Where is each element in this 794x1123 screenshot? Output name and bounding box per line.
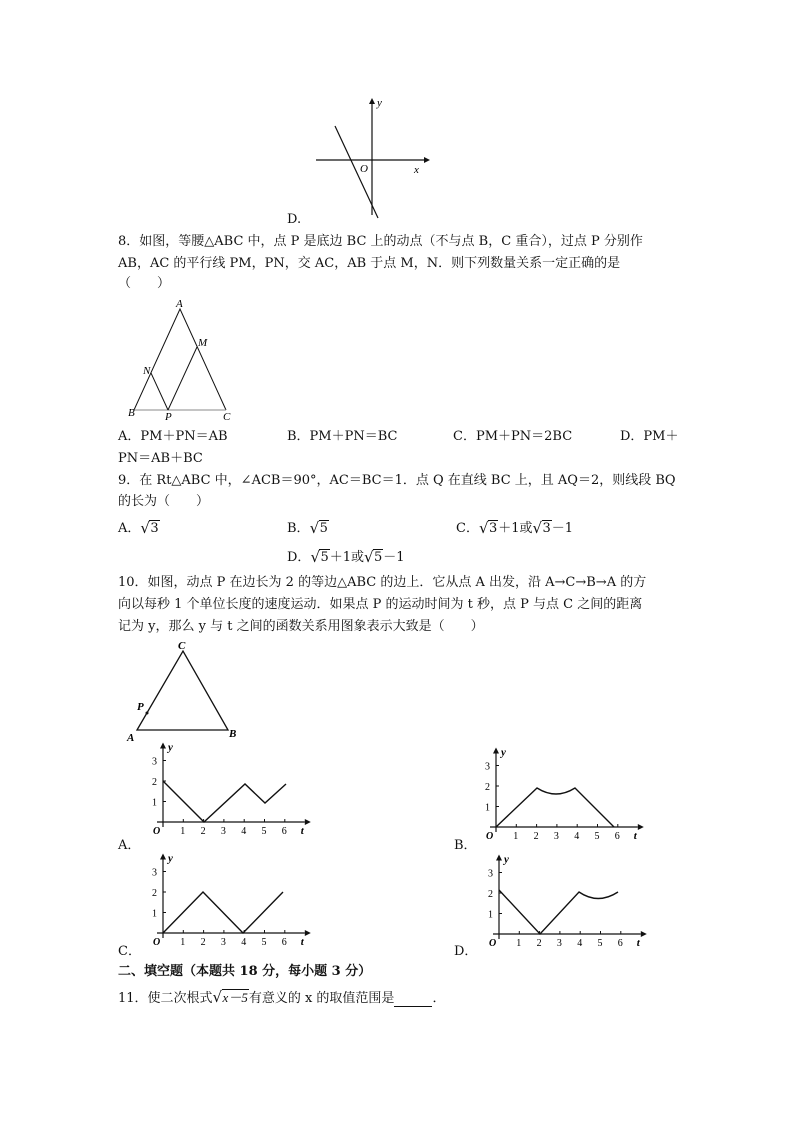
q9-option-c-mid: ＋1或: [498, 521, 533, 536]
graph-b-y-tick-label: 1: [485, 802, 490, 814]
graph-b-y-tick-label: 3: [485, 761, 490, 773]
graph-a-origin-label: O: [153, 826, 161, 837]
graph-c-x-tick-label: 4: [241, 937, 247, 948]
graph-a-x-tick-label: 1: [180, 826, 186, 837]
q11-end: ．: [432, 991, 446, 1006]
label-p: P: [137, 701, 144, 713]
label-m: M: [198, 337, 208, 349]
graph-d-origin-label: O: [489, 938, 497, 949]
graph-c-t-axis-arrow: [305, 930, 311, 936]
graph-b-x-tick-label: 1: [513, 831, 519, 842]
graph-c-y-axis-arrow: [160, 854, 166, 860]
graph-d-y-tick-label: 1: [488, 909, 493, 921]
graph-c-x-tick-label: 3: [220, 937, 226, 948]
sqrt-symbol: √ x－5: [213, 990, 249, 1007]
q9-option-c-end: －1: [551, 521, 574, 536]
graph-a-x-tick-label: 6: [281, 826, 287, 837]
graph-a-t-label: t: [300, 825, 304, 837]
q10-stem-line3: 记为 y，那么 y 与 t 之间的函数关系用图象表示大致是（ ）: [118, 619, 484, 634]
q9-option-c-label: C．: [456, 521, 479, 536]
graph-b-curve: [496, 788, 614, 827]
graph-d-x-tick-label: 6: [617, 938, 623, 949]
graph-b-x-tick-label: 3: [553, 831, 559, 842]
sqrt-symbol: √ 3: [479, 521, 498, 537]
graph-b-x-tick-label: 2: [533, 831, 539, 842]
q8-option-d-cont: PN＝AB＋BC: [118, 451, 203, 466]
graph-a-y-label: y: [168, 741, 173, 754]
y-axis-label: y: [377, 97, 382, 109]
graph-a-y-tick-label: 1: [152, 797, 157, 809]
x-axis-label: x: [414, 164, 419, 176]
q10-option-c[interactable]: C．: [118, 944, 141, 959]
graph-c-y-label: y: [168, 852, 173, 865]
graph-d-y-axis-arrow: [496, 855, 502, 861]
q9-option-d-label: D．: [287, 550, 311, 565]
graph-c-x-tick-label: 6: [281, 937, 287, 948]
q11-suffix: 有意义的 x 的取值范围是: [248, 991, 395, 1006]
graph-a-x-tick-label: 3: [220, 826, 226, 837]
graph-c-x-tick-label: 2: [200, 937, 206, 948]
sqrt-symbol: √ 5: [364, 550, 383, 566]
graph-c-x-tick-label: 5: [261, 937, 267, 948]
q8-option-b[interactable]: B．PM＋PN＝BC: [287, 429, 398, 444]
graph-d-curve: [499, 890, 618, 934]
graph-c-curve: [163, 892, 283, 933]
label-p: P: [165, 411, 172, 423]
graph-a-t-axis-arrow: [305, 819, 311, 825]
graph-a-y-tick-label: 3: [152, 756, 157, 768]
graph-b-y-axis-arrow: [493, 748, 499, 754]
graph-c-y-tick-label: 2: [152, 888, 157, 899]
graph-b-x-tick-label: 5: [594, 831, 600, 842]
graph-d-x-tick-label: 1: [516, 938, 522, 949]
origin-label: O: [360, 163, 368, 175]
graph-b-y-tick-label: 2: [485, 782, 490, 793]
q8-stem-line2: AB，AC 的平行线 PM，PN，交 AC，AB 于点 M，N．则下列数量关系一定正确的是: [118, 256, 621, 271]
graph-a-x-tick-label: 5: [261, 826, 267, 837]
graph-b-t-label: t: [633, 830, 637, 842]
label-b: B: [128, 407, 135, 419]
label-c: C: [178, 640, 186, 652]
q8-paren: （ ）: [118, 276, 171, 291]
graph-a-y-tick-label: 2: [152, 777, 157, 788]
label-c: C: [223, 411, 231, 423]
q10-option-a[interactable]: A．: [118, 838, 141, 853]
q11-answer-blank[interactable]: [394, 994, 432, 1007]
q10-option-b[interactable]: B．: [454, 838, 477, 853]
graph-b-t-axis-arrow: [638, 824, 644, 830]
q9-stem-line2: 的长为（ ）: [118, 494, 210, 509]
label-b: B: [229, 728, 237, 740]
q9-option-a-label: A．: [118, 521, 141, 536]
q8-option-d[interactable]: D．PM＋: [620, 429, 679, 444]
q11-prefix: 11．使二次根式: [118, 991, 213, 1006]
label-n: N: [143, 365, 151, 377]
graph-a-curve: [163, 781, 286, 822]
q7-option-d-label[interactable]: D.: [287, 212, 302, 227]
q10-stem-line2: 向以每秒 1 个单位长度的速度运动．如果点 P 的运动时间为 t 秒，点 P 与点 C 之间的距离: [118, 597, 643, 612]
graph-a-y-axis-arrow: [160, 743, 166, 749]
graph-b-x-tick-label: 4: [574, 831, 580, 842]
q10-option-d[interactable]: D．: [454, 944, 478, 959]
graph-d-x-tick-label: 5: [597, 938, 603, 949]
graph-d-x-tick-label: 2: [536, 938, 542, 949]
graph-a-x-tick-label: 2: [200, 826, 206, 837]
sqrt-symbol: √ 5: [310, 521, 329, 537]
graph-c-origin-label: O: [153, 937, 161, 948]
label-a: A: [127, 732, 135, 744]
graph-d-t-label: t: [636, 937, 640, 949]
q10-stem-line1: 10．如图，动点 P 在边长为 2 的等边△ABC 的边上．它从点 A 出发，沿 A→C→B→A 的方: [118, 575, 647, 590]
graph-d-y-tick-label: 2: [488, 889, 493, 900]
graph-c-y-tick-label: 1: [152, 908, 157, 920]
q11-stem: [118, 990, 445, 1007]
sqrt-symbol: √ 3: [533, 521, 552, 537]
graph-c-t-label: t: [300, 936, 304, 948]
sqrt-symbol: √ 5: [310, 550, 329, 566]
graph-a-x-tick-label: 4: [241, 826, 247, 837]
graph-c-y-tick-label: 3: [152, 867, 157, 879]
graph-d-x-tick-label: 3: [556, 938, 562, 949]
q9-option-b-label: B．: [287, 521, 310, 536]
graph-d-y-label: y: [504, 853, 509, 866]
label-a: A: [176, 298, 183, 310]
q9-stem-line1: 9．在 Rt△ABC 中，∠ACB＝90°，AC＝BC＝1．点 Q 在直线 BC 上，且 AQ＝2，则线段 BQ: [118, 473, 676, 488]
q9-option-d-end: －1: [383, 550, 405, 565]
q8-option-a[interactable]: A．PM＋PN＝AB: [118, 429, 228, 444]
graph-d-t-axis-arrow: [641, 931, 647, 937]
graph-d-y-tick-label: 3: [488, 868, 493, 880]
sqrt-symbol: √ 3: [140, 521, 159, 537]
graph-d-x-tick-label: 4: [577, 938, 583, 949]
graph-b-x-tick-label: 6: [614, 831, 620, 842]
graph-b-y-label: y: [501, 746, 506, 759]
q8-stem-line1: 8．如图，等腰△ABC 中，点 P 是底边 BC 上的动点（不与点 B，C 重合），过点 P 分别作: [118, 234, 643, 249]
section-2-title: 二、填空题（本题共 18 分，每小题 3 分）: [118, 964, 372, 979]
graph-b-origin-label: O: [486, 831, 494, 842]
graph-c-x-tick-label: 1: [180, 937, 186, 948]
q8-option-c[interactable]: C．PM＋PN＝2BC: [453, 429, 573, 444]
q9-option-d-mid: ＋1或: [329, 550, 364, 565]
